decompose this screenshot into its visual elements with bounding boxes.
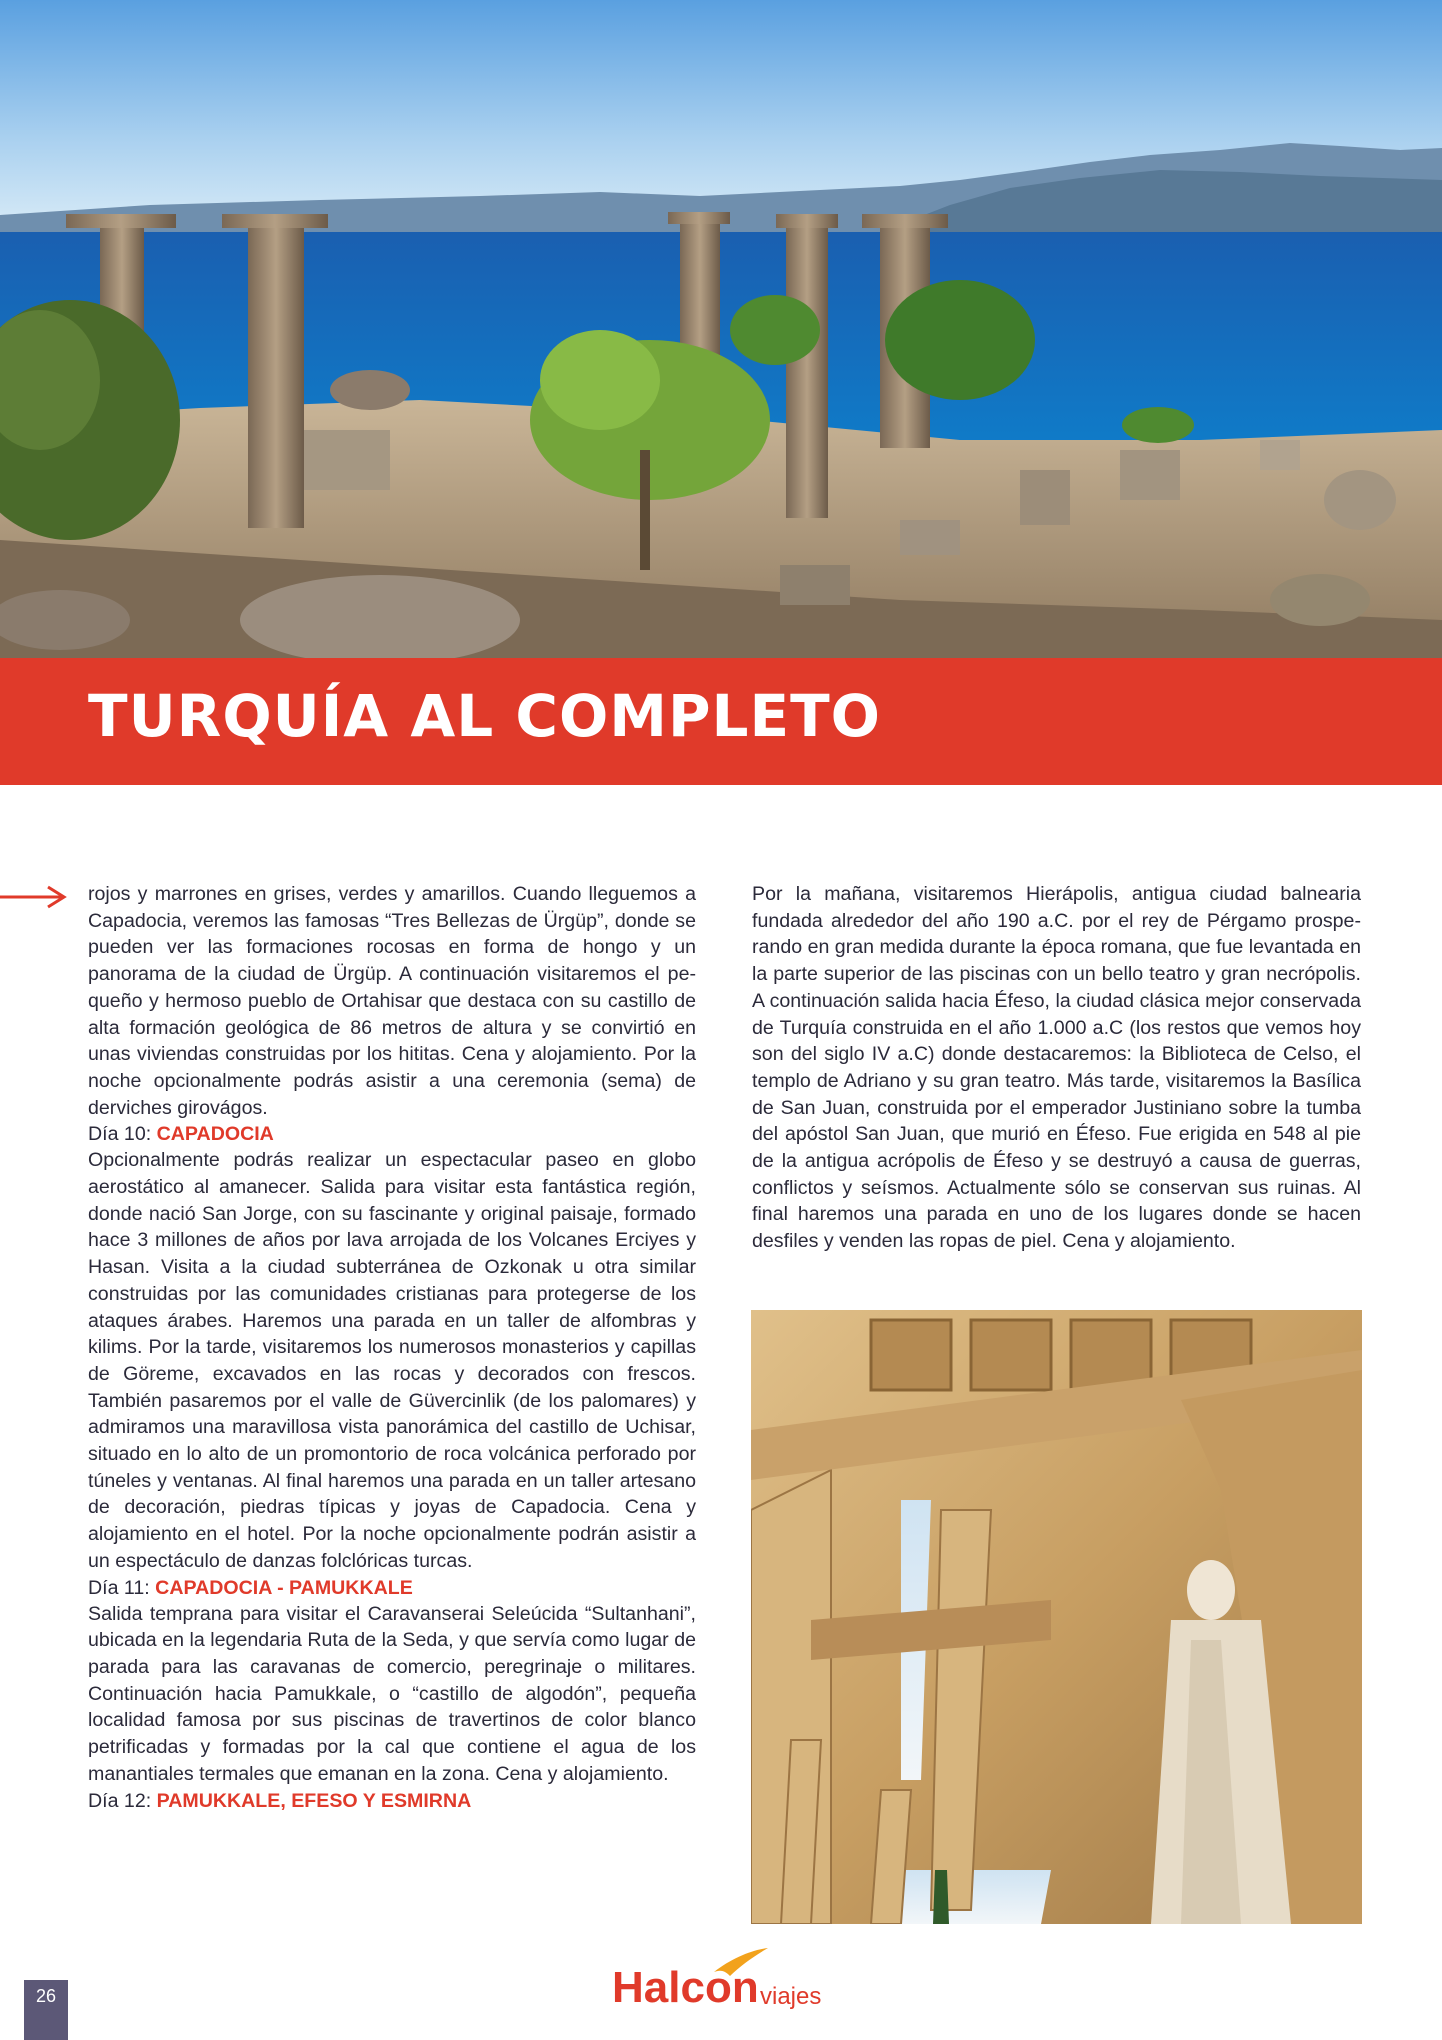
day10-title: CAPADOCIA: [156, 1123, 274, 1146]
logo-main-text: Halcon: [612, 1963, 759, 2012]
day11-title: CAPADOCIA - PAMUKKALE: [155, 1576, 413, 1599]
library-celsus-photo: [751, 1310, 1362, 1924]
day11-heading: [88, 1575, 696, 1601]
day10-heading: [88, 1121, 696, 1147]
day10-paragraph: Opcionalmente podrás realizar un espectacular paseo en globo aerostático al amanecer. Salida para visitar esta fantástica región, donde nació San Jorge, con su fascinante y original paisaje, formado hace 3 millones de años por lava arrojada de los Volcanes Erciyes y Hasan. Visita a la ciudad subterránea de Ozkonak u otra similar construidas por las comunidades cristianas para protegerse de los ataques árabes. Haremos una parada en un taller de alfombras y kilims. Por la tarde, visitaremos los numerosos monasterios y capillas de Göreme, excavados en las rocas y decorados con frescos. También pasaremos por el valle de Güvercinlik (de los palomares) y admiramos una maravillosa vista panorámica del castillo de Uchisar, situado en lo alto de un promontorio de roca volcánica perforado por túneles y ventanas. Al final haremos una parada en un taller artesano de decoración, piedras típicas y joyas de Capadocia. Cena y alojamiento en el hotel. Por la noche opcionalmente podrán asistir a un espectáculo de danzas folclóricas turcas.: [88, 1149, 696, 1572]
continuation-arrow-icon: [0, 884, 70, 910]
right-column: [752, 881, 1361, 1255]
day11-label: Día 11:: [88, 1576, 156, 1599]
page-number: 26: [24, 1980, 68, 2040]
page-title: TURQUÍA AL COMPLETO: [88, 682, 881, 750]
day12-heading: [88, 1788, 696, 1814]
hero-temple-photo: [0, 0, 1442, 660]
day12-title: PAMUKKALE, EFESO Y ESMIRNA: [156, 1789, 472, 1812]
day11-paragraph: Salida temprana para visitar el Caravanserai Seleúcida “Sultanhani”, ubicada en la legendaria Ruta de la Seda, y que servía como lugar de parada para las caravanas de comercio, peregrinaje o militares. Continuación hacia Pamukkale, o “castillo de algodón”, pequeña localidad famosa por sus piscinas de travertinos de color blanco petrificadas y formadas por la cal que contiene el agua de los manantiales termales que emanan en la zona. Cena y alojamiento.: [88, 1602, 696, 1785]
day10-label: Día 10:: [88, 1123, 157, 1146]
intro-paragraph: rojos y marrones en grises, verdes y amarillos. Cuando lleguemos a Capadocia, veremos las famosas “Tres Bellezas de Ürgüp”, donde se pueden ver las formaciones rocosas en forma de hongo y un panorama de la ciudad de Ürgüp. A continuación visitaremos el pequeño y hermoso pueblo de Ortahisar que destaca con su castillo de alta formación geológica de 86 metros de altura y se convirtió en unas viviendas construidas por los hititas. Cena y alojamiento. Por la noche opcionalmente podrás asistir a una ceremonia (sema) de derviches girovágos.: [88, 883, 696, 1119]
logo-sub-text: viajes: [760, 1983, 822, 2010]
day12-paragraph: Por la mañana, visitaremos Hierápolis, antigua ciudad balnearia fundada alrededor del año 190 a.C. por el rey de Pérgamo prosperando en gran medida durante la época romana, que fue levantada en la parte superior de las piscinas con un bello teatro y gran necrópolis. A continuación salida hacia Éfeso, la ciudad clásica mejor conservada de Turquía construida en el año 1.000 a.C (los restos que vemos hoy son del siglo IV a.C) donde destacaremos: la Biblioteca de Celso, el templo de Adriano y su gran teatro. Más tarde, visitaremos la Basílica de San Juan, construida por el emperador Justiniano sobre la tumba del apóstol San Juan, que murió en Éfeso. Fue erigida en 548 al pie de la antigua acrópolis de Éfeso y se destruyó a causa de guerras, conflictos y seísmos. Actualmente sólo se conservan sus ruinas. Al final haremos una parada en uno de los lugares donde se hacen desfiles y venden las ropas de piel. Cena y alojamiento.: [752, 883, 1361, 1253]
halcon-viajes-logo: [612, 1940, 842, 2020]
left-column: [88, 881, 696, 1814]
title-band: [0, 658, 1442, 785]
day12-label: Día 12:: [88, 1789, 157, 1812]
